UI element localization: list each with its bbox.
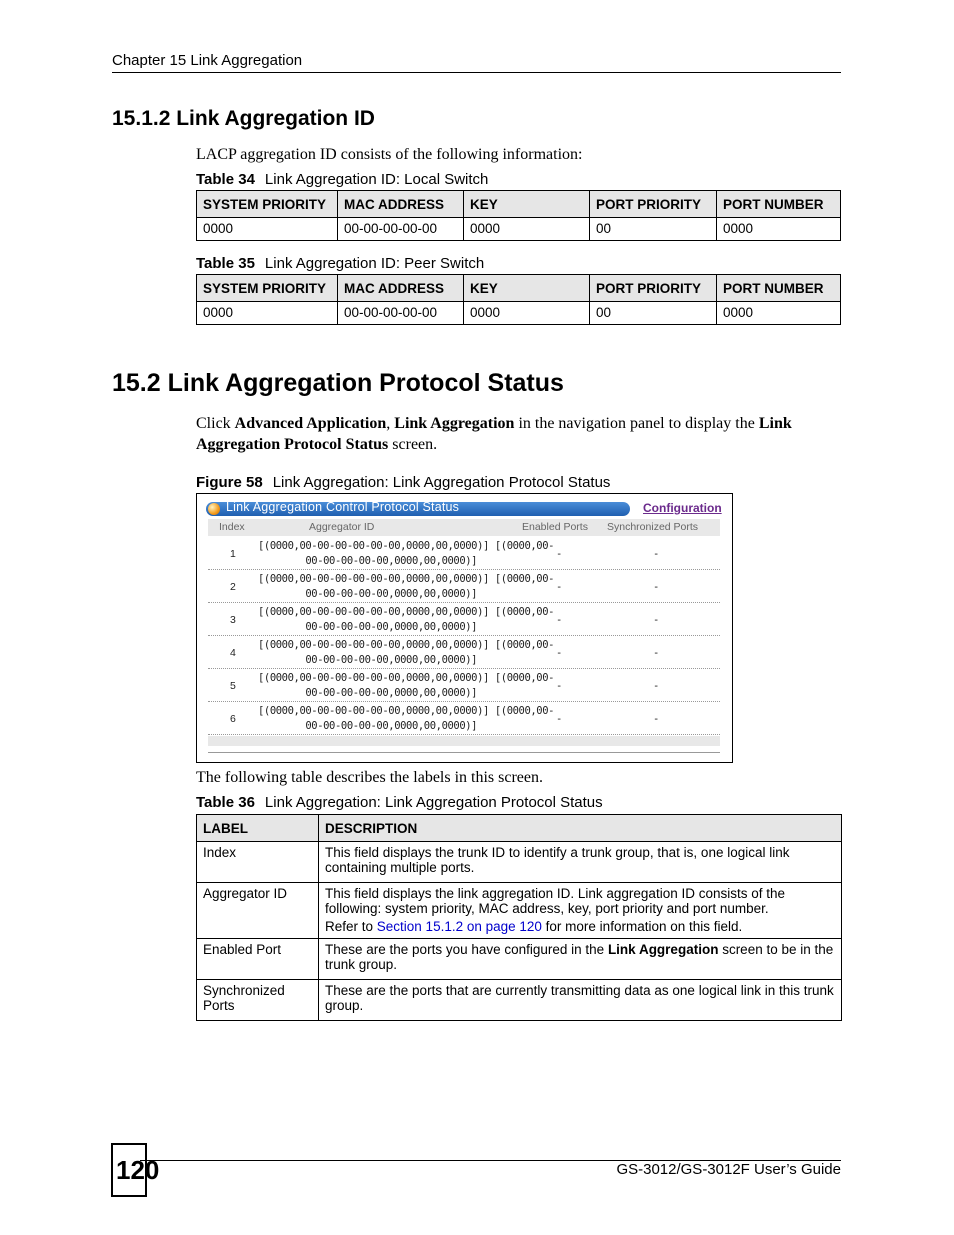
grid-bottom-line	[208, 752, 720, 753]
table-cell: 00-00-00-00-00	[338, 218, 464, 241]
col-header: SYSTEM PRIORITY	[197, 191, 338, 218]
status-row	[208, 603, 720, 636]
row-index: 6	[230, 713, 236, 725]
row-aggregator-id: [(0000,00-00-00-00-00-00,0000,00,0000)] [(0000,00- 00-00-00-00-00,0000,00,0000)]	[258, 540, 555, 567]
col-header: KEY	[464, 275, 590, 302]
row-index: 2	[230, 581, 236, 593]
col-header: MAC ADDRESS	[338, 275, 464, 302]
section-heading-15-2: 15.2 Link Aggregation Protocol Status	[112, 369, 564, 397]
table-cell: 0000	[717, 302, 841, 325]
panel-title: Link Aggregation Control Protocol Status	[226, 500, 460, 514]
table-cell: 00	[590, 302, 717, 325]
col-header: SYSTEM PRIORITY	[197, 275, 338, 302]
col-header: PORT PRIORITY	[590, 275, 717, 302]
status-row	[208, 636, 720, 669]
table-cell: 0000	[464, 218, 590, 241]
row-synchronized-ports: -	[653, 581, 660, 593]
row-aggregator-id: [(0000,00-00-00-00-00-00,0000,00,0000)] [(0000,00- 00-00-00-00-00,0000,00,0000)]	[258, 672, 555, 699]
status-row	[208, 537, 720, 570]
grid-footer-bar	[208, 736, 720, 746]
table-cell: 0000	[197, 218, 338, 241]
table-34	[196, 190, 841, 241]
row-synchronized-ports: -	[653, 680, 660, 692]
intro-paragraph: LACP aggregation ID consists of the following information:	[196, 146, 583, 163]
figure-58-caption	[196, 474, 610, 491]
col-header: PORT NUMBER	[717, 275, 841, 302]
row-enabled-ports: -	[556, 713, 563, 725]
table-row	[197, 302, 841, 325]
row-synchronized-ports: -	[653, 647, 660, 659]
table-number: Table 36	[196, 794, 255, 811]
para-bold: Link Aggregation Protocol Status	[196, 415, 792, 453]
col-header: MAC ADDRESS	[338, 191, 464, 218]
table-cell: 00-00-00-00-00	[338, 302, 464, 325]
status-row	[208, 570, 720, 603]
label-cell: Index	[197, 842, 319, 883]
row-index: 3	[230, 614, 236, 626]
figure-number: Figure 58	[196, 474, 263, 491]
para-text: ,	[386, 415, 395, 432]
col-header: KEY	[464, 191, 590, 218]
row-index: 5	[230, 680, 236, 692]
label-cell: Enabled Port	[197, 939, 319, 980]
desc-post: screen to be in the trunk group.	[325, 942, 834, 972]
following-paragraph: The following table describes the labels in this screen.	[196, 769, 544, 786]
col-enabled-ports: Enabled Ports	[522, 521, 588, 533]
guide-title: GS-3012/GS-3012F User’s Guide	[616, 1161, 841, 1178]
table-row	[197, 883, 842, 939]
page-number: 120	[111, 1143, 147, 1197]
col-header: PORT PRIORITY	[590, 191, 717, 218]
col-index: Index	[219, 521, 245, 533]
configuration-link[interactable]: Configuration	[643, 501, 722, 515]
refer-post: for more information on this field.	[541, 919, 743, 934]
row-synchronized-ports: -	[653, 713, 660, 725]
description-text: This field displays the link aggregation ID. Link aggregation ID consists of the following: system priority, MAC address, key, port priority and port number.	[325, 886, 786, 916]
table-caption-text: Link Aggregation: Link Aggregation Protocol Status	[264, 794, 603, 811]
table-35	[196, 274, 841, 325]
figure-58-screenshot	[196, 493, 733, 763]
table-cell: 00	[590, 218, 717, 241]
desc-pre: These are the ports you have configured in the	[325, 942, 608, 957]
panel-title-bar	[206, 502, 630, 516]
col-header-label: LABEL	[197, 815, 319, 842]
running-header: Chapter 15 Link Aggregation	[112, 52, 303, 69]
para-text: in the navigation panel to display the	[514, 415, 759, 432]
table-row	[197, 980, 842, 1021]
table-35-caption	[196, 255, 484, 272]
label-cell: Aggregator ID	[197, 883, 319, 939]
table-cell: 0000	[464, 302, 590, 325]
row-enabled-ports: -	[556, 548, 563, 560]
description-cell	[319, 939, 842, 980]
description-cell: These are the ports that are currently transmitting data as one logical link in this trunk group.	[319, 980, 842, 1021]
description-cell	[319, 883, 842, 939]
table-number: Table 35	[196, 255, 255, 272]
status-grid-header	[208, 519, 720, 536]
section-link[interactable]: Section 15.1.2 on page 120	[376, 919, 542, 934]
table-caption-text: Link Aggregation ID: Local Switch	[264, 171, 489, 188]
row-enabled-ports: -	[556, 647, 563, 659]
header-divider	[112, 72, 841, 73]
figure-caption-text: Link Aggregation: Link Aggregation Protocol Status	[272, 474, 611, 491]
table-34-caption	[196, 171, 488, 188]
orb-icon	[208, 503, 220, 515]
row-enabled-ports: -	[556, 581, 563, 593]
para-bold: Advanced Application	[234, 415, 387, 432]
row-synchronized-ports: -	[653, 614, 660, 626]
col-header: PORT NUMBER	[717, 191, 841, 218]
table-header-row	[197, 191, 841, 218]
col-header-description: DESCRIPTION	[319, 815, 842, 842]
description-cell: This field displays the trunk ID to identify a trunk group, that is, one logical link containing multiple ports.	[319, 842, 842, 883]
table-row	[197, 842, 842, 883]
row-aggregator-id: [(0000,00-00-00-00-00-00,0000,00,0000)] [(0000,00- 00-00-00-00-00,0000,00,0000)]	[258, 573, 555, 600]
para-text: Click	[196, 415, 235, 432]
row-enabled-ports: -	[556, 614, 563, 626]
row-aggregator-id: [(0000,00-00-00-00-00-00,0000,00,0000)] [(0000,00- 00-00-00-00-00,0000,00,0000)]	[258, 639, 555, 666]
table-36	[196, 814, 842, 1021]
row-index: 4	[230, 647, 236, 659]
status-row	[208, 669, 720, 702]
label-cell: Synchronized Ports	[197, 980, 319, 1021]
status-row	[208, 702, 720, 735]
nav-paragraph	[196, 413, 841, 455]
table-row	[197, 939, 842, 980]
table-header-row	[197, 275, 841, 302]
row-enabled-ports: -	[556, 680, 563, 692]
row-aggregator-id: [(0000,00-00-00-00-00-00,0000,00,0000)] [(0000,00- 00-00-00-00-00,0000,00,0000)]	[258, 606, 555, 633]
refer-text	[325, 919, 835, 934]
table-number: Table 34	[196, 171, 255, 188]
row-aggregator-id: [(0000,00-00-00-00-00-00,0000,00,0000)] [(0000,00- 00-00-00-00-00,0000,00,0000)]	[258, 705, 555, 732]
desc-bold: Link Aggregation	[607, 942, 719, 957]
col-aggregator-id: Aggregator ID	[309, 521, 375, 533]
table-row	[197, 218, 841, 241]
table-cell: 0000	[197, 302, 338, 325]
table-cell: 0000	[717, 218, 841, 241]
table-header-row	[197, 815, 842, 842]
section-heading-15-1-2: 15.1.2 Link Aggregation ID	[112, 107, 375, 130]
table-36-caption	[196, 794, 603, 811]
table-caption-text: Link Aggregation ID: Peer Switch	[264, 255, 485, 272]
para-bold: Link Aggregation	[394, 415, 515, 432]
col-synchronized-ports: Synchronized Ports	[607, 521, 699, 533]
row-index: 1	[230, 548, 236, 560]
row-synchronized-ports: -	[653, 548, 660, 560]
para-text: screen.	[388, 436, 438, 453]
refer-pre: Refer to	[325, 919, 377, 934]
